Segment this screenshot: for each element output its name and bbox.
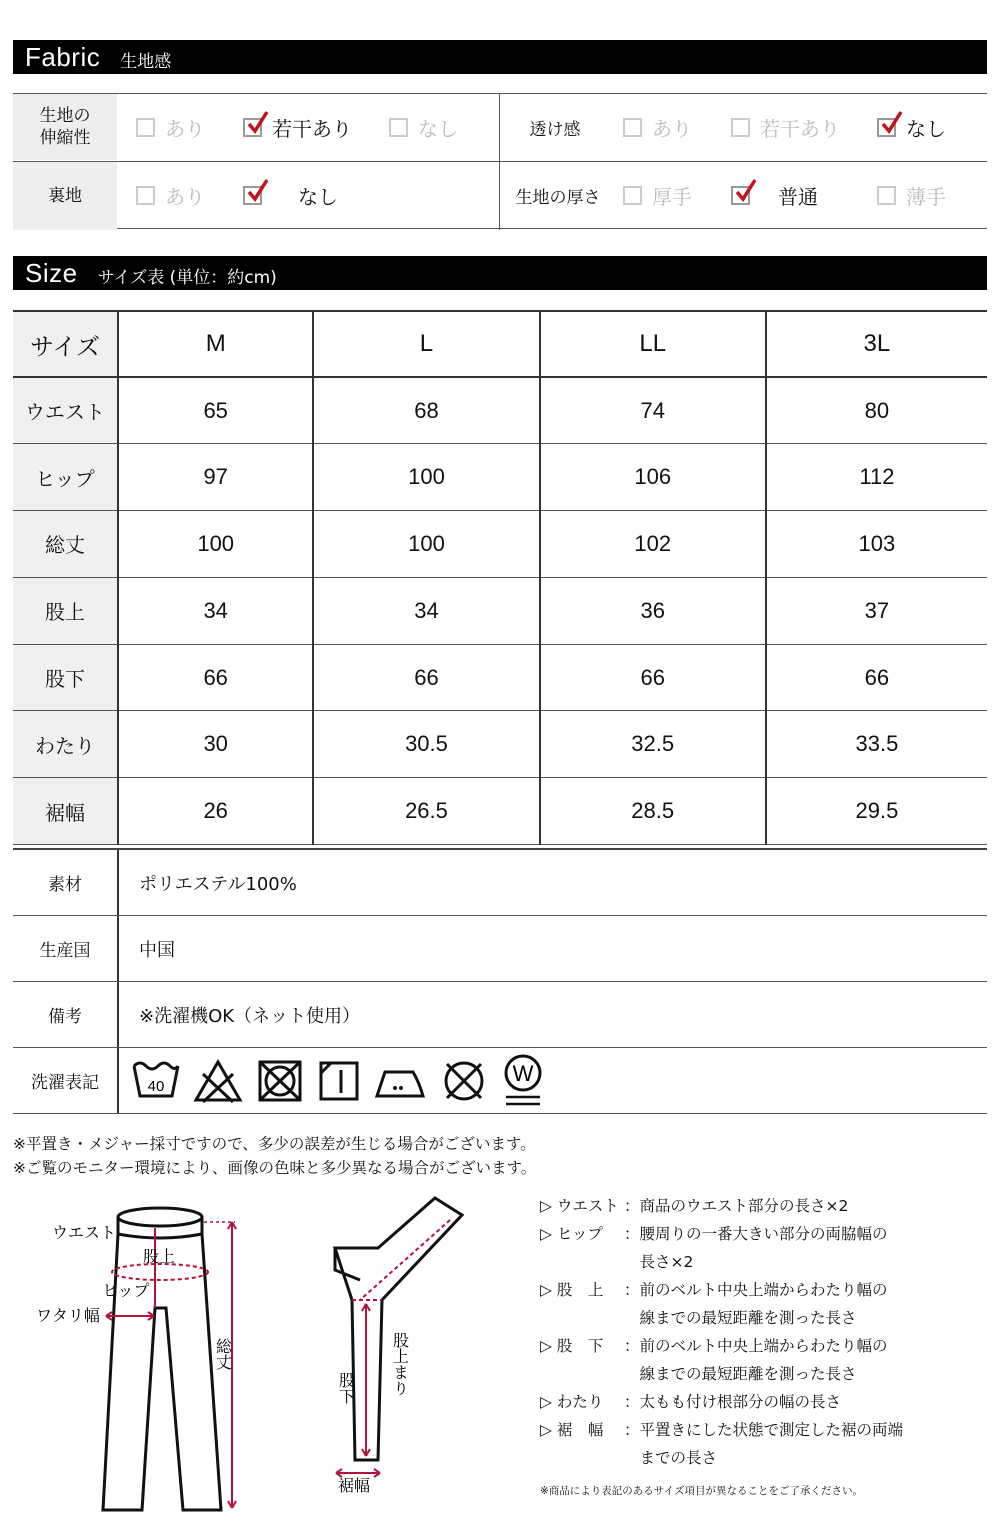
size-row-label: ヒップ [13, 444, 118, 511]
checkbox-checked-icon [877, 118, 896, 137]
svg-text:W: W [512, 1060, 534, 1086]
fabric-section-bar [13, 40, 987, 74]
size-cell: 112 [766, 444, 987, 511]
size-cell: 106 [540, 444, 766, 511]
definition-line: 線までの最短距離を測った長さ [624, 1365, 857, 1383]
definition-key: ▷ 股 下 [540, 1337, 604, 1355]
wash-40-icon [131, 1058, 181, 1104]
definition-item [540, 1388, 914, 1416]
size-row-label: 股下 [13, 644, 118, 711]
origin-value: 中国 [139, 939, 175, 961]
definition-line: ：平置きにした状態で測定した裾の両端 [624, 1421, 904, 1439]
size-cell: 30.5 [313, 711, 539, 778]
size-cell: 80 [766, 377, 987, 444]
size-cell: 97 [118, 444, 313, 511]
note-line-2: ※ご覧のモニター環境により、画像の色味と多少異なる場合がございます。 [13, 1159, 537, 1177]
fabric-row-1 [13, 94, 987, 161]
size-cell: 68 [313, 377, 539, 444]
size-cell: 26 [118, 778, 313, 845]
size-cell: 100 [313, 511, 539, 578]
definition-key: ▷ 股 上 [540, 1281, 604, 1299]
care-icons [119, 1048, 545, 1113]
svg-text:40: 40 [147, 1077, 165, 1095]
fabric-subtitle: 生地感 [120, 51, 172, 72]
spec-row-material [13, 850, 987, 916]
size-table-row [13, 644, 987, 711]
size-col-3l: 3L [766, 311, 987, 377]
diagram-length-label: 総丈 [213, 1338, 233, 1370]
diagram-rise-label: 股上 [143, 1247, 176, 1266]
origin-label: 生産国 [13, 916, 119, 981]
thickness-option-normal: 普通 [731, 162, 818, 228]
spec-table [13, 848, 987, 1114]
size-row-label: 総丈 [13, 511, 118, 578]
size-cell: 66 [766, 644, 987, 711]
definition-line: までの長さ [624, 1449, 718, 1467]
size-section-bar [13, 256, 987, 290]
lining-label: 裏地 [13, 162, 117, 230]
checkbox-icon [136, 118, 155, 137]
size-title: Size [25, 257, 78, 288]
notes [13, 1132, 536, 1180]
material-value: ポリエステル100% [139, 873, 297, 895]
definition-line: ：前のベルト中央上端からわたり幅の [624, 1337, 888, 1355]
size-row-label: 股上 [13, 577, 118, 644]
checkbox-icon [623, 118, 642, 137]
size-cell: 100 [118, 511, 313, 578]
size-cell: 66 [313, 644, 539, 711]
size-cell: 74 [540, 377, 766, 444]
size-table-row [13, 577, 987, 644]
size-cell: 33.5 [766, 711, 987, 778]
definition-item [540, 1332, 914, 1388]
fabric-title: Fabric [25, 41, 101, 72]
spec-row-remarks [13, 982, 987, 1048]
definition-key: ▷ ウエスト [540, 1197, 619, 1215]
diagram-inseam-label: 股下 [336, 1372, 356, 1404]
definition-key: ▷ ヒップ [540, 1225, 603, 1243]
size-cell: 100 [313, 444, 539, 511]
measurement-definitions [540, 1192, 914, 1472]
definition-key: ▷ 裾 幅 [540, 1421, 604, 1439]
size-cell: 65 [118, 377, 313, 444]
size-col-ll: LL [540, 311, 766, 377]
size-cell: 28.5 [540, 778, 766, 845]
diagram-rise-side-label: 股上まり [390, 1332, 410, 1396]
spec-row-care [13, 1048, 987, 1114]
note-line-1: ※平置き・メジャー採寸ですので、多少の誤差が生じる場合がございます。 [13, 1135, 536, 1153]
definition-item [540, 1276, 914, 1332]
definition-item [540, 1416, 914, 1472]
fabric-row-2 [13, 161, 987, 228]
definition-text [624, 1192, 914, 1220]
definition-text [624, 1388, 914, 1416]
size-cell: 103 [766, 511, 987, 578]
definition-line: ：太もも付け根部分の幅の長さ [624, 1393, 842, 1411]
sheer-option-ari: あり [623, 94, 692, 160]
size-table-row [13, 778, 987, 845]
checkbox-icon [731, 118, 750, 137]
definition-text [624, 1416, 914, 1472]
diagram-waist-label: ウエスト [52, 1223, 117, 1242]
size-cell: 34 [118, 577, 313, 644]
size-cell: 36 [540, 577, 766, 644]
stretch-option-jakkan: 若干あり [243, 94, 352, 160]
thickness-option-thin: 薄手 [877, 162, 946, 228]
sheer-label: 透け感 [529, 119, 581, 140]
size-subtitle: サイズ表 (単位：約cm) [97, 267, 277, 288]
no-bleach-icon [193, 1058, 243, 1104]
size-table-row [13, 377, 987, 444]
no-tumble-dry-icon [255, 1058, 305, 1104]
stretch-option-ari: あり [136, 94, 205, 160]
material-label: 素材 [13, 850, 119, 915]
checkbox-icon [136, 186, 155, 205]
lining-option-ari: あり [136, 162, 205, 228]
size-cell: 30 [118, 711, 313, 778]
size-row-label: 裾幅 [13, 778, 118, 845]
wet-clean-icon [501, 1053, 545, 1109]
size-col-m: M [118, 311, 313, 377]
checkbox-icon [623, 186, 642, 205]
size-cell: 102 [540, 511, 766, 578]
sheer-option-jakkan: 若干あり [731, 94, 840, 160]
size-cell: 66 [118, 644, 313, 711]
diagram-thigh-label: ワタリ幅 [36, 1306, 100, 1325]
checkbox-checked-icon [243, 186, 262, 205]
definition-item [540, 1192, 914, 1220]
sheer-option-nashi: なし [877, 94, 946, 160]
definition-line: ：腰周りの一番大きい部分の両脇幅の [624, 1225, 888, 1243]
size-cell: 34 [313, 577, 539, 644]
remarks-label: 備考 [13, 982, 119, 1047]
checkbox-icon [877, 186, 896, 205]
size-table-row [13, 444, 987, 511]
measurement-diagram [30, 1190, 540, 1520]
line-dry-shade-icon [317, 1058, 361, 1104]
fabric-table [13, 93, 987, 229]
definition-line: ：前のベルト中央上端からわたり幅の [624, 1281, 888, 1299]
thickness-label: 生地の厚さ [515, 187, 601, 208]
size-table-header [13, 311, 987, 377]
stretch-label: 生地の 伸縮性 [13, 94, 117, 160]
thickness-option-thick: 厚手 [623, 162, 692, 228]
size-table-row [13, 511, 987, 578]
size-col-l: L [313, 311, 539, 377]
diagram-hem-label: 裾幅 [338, 1476, 371, 1495]
definition-line: 長さ×2 [624, 1253, 694, 1271]
checkbox-icon [389, 118, 408, 137]
diagram-hip-label: ヒップ [102, 1281, 150, 1300]
spec-row-origin [13, 916, 987, 982]
size-cell: 29.5 [766, 778, 987, 845]
definition-text [624, 1220, 914, 1276]
care-label: 洗濯表記 [13, 1048, 119, 1113]
size-row-label: ウエスト [13, 377, 118, 444]
definition-line: ：商品のウエスト部分の長さ×2 [624, 1197, 849, 1215]
size-row-label: わたり [13, 711, 118, 778]
definition-text [624, 1332, 914, 1388]
remarks-value: ※洗濯機OK（ネット使用） [139, 1005, 361, 1027]
size-cell: 32.5 [540, 711, 766, 778]
checkbox-checked-icon [243, 118, 262, 137]
size-cell: 26.5 [313, 778, 539, 845]
size-header-label: サイズ [13, 311, 118, 377]
definition-line: 線までの最短距離を測った長さ [624, 1309, 857, 1327]
size-cell: 37 [766, 577, 987, 644]
fine-print: ※商品により表記のあるサイズ項目が異なることをご了承ください。 [540, 1485, 863, 1497]
no-dry-clean-icon [439, 1058, 489, 1104]
low-iron-icon [373, 1058, 427, 1104]
definition-item [540, 1220, 914, 1276]
size-table [13, 310, 987, 845]
checkbox-checked-icon [731, 186, 750, 205]
size-cell: 66 [540, 644, 766, 711]
stretch-option-nashi: なし [389, 94, 458, 160]
definition-key: ▷ わたり [540, 1393, 604, 1411]
lining-option-nashi: なし [243, 162, 338, 228]
size-table-row [13, 711, 987, 778]
definition-text [624, 1276, 914, 1332]
